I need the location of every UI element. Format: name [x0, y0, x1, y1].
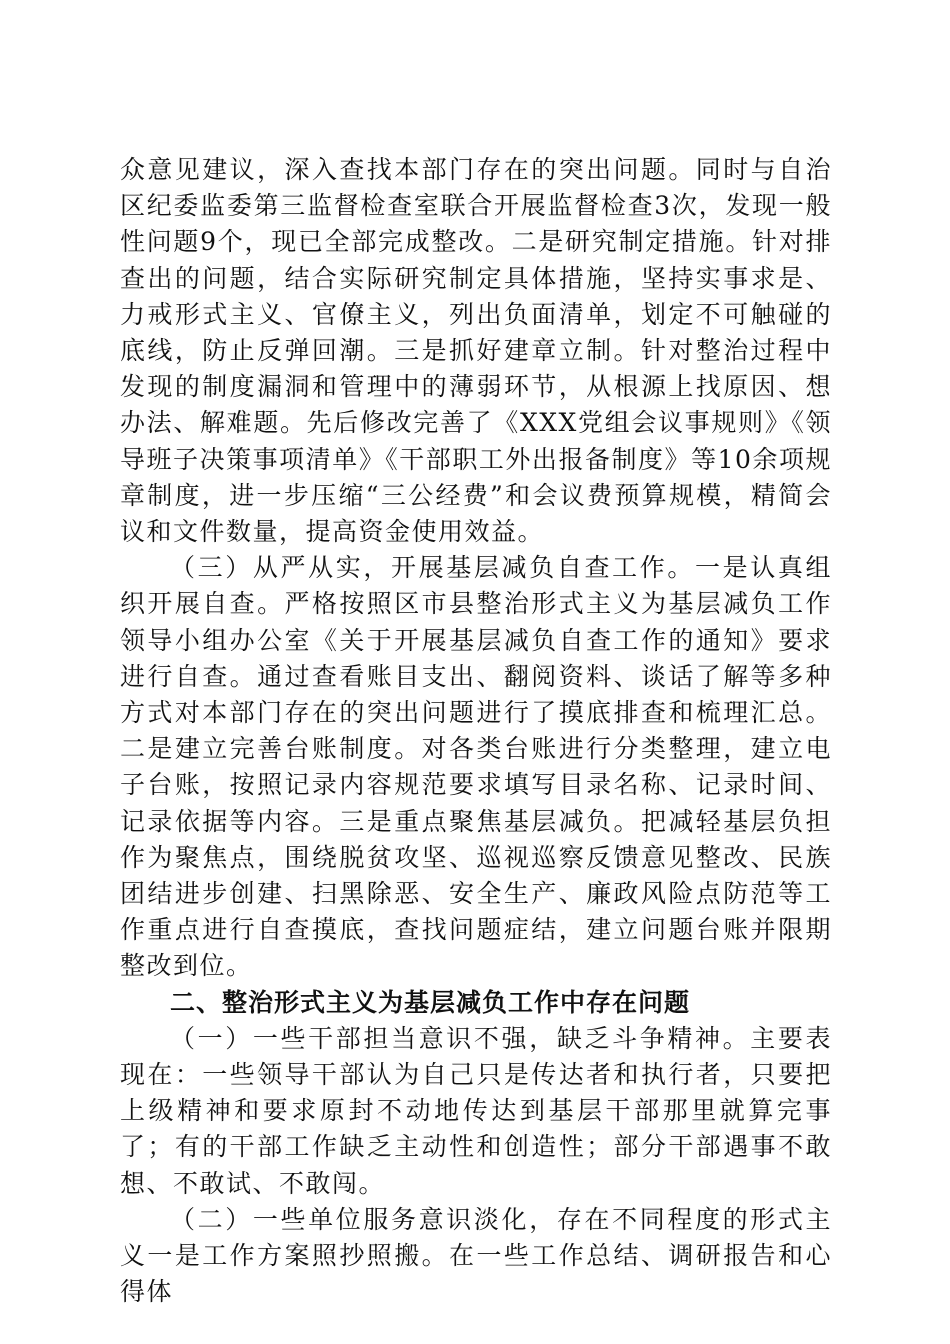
body-paragraph-problem-two: （二）一些单位服务意识淡化，存在不同程度的形式主义一是工作方案照抄照搬。在一些工作总结、调研报告和心得体	[120, 1204, 832, 1307]
section-heading-problems: 二、整治形式主义为基层减负工作中存在问题	[170, 987, 691, 1017]
body-paragraph-continuation: 众意见建议，深入查找本部门存在的突出问题。同时与自治区纪委监委第三监督检查室联合开展监督检查3次，发现一般性问题9个，现已全部完成整改。二是研究制定措施。针对排查出的问题，结合实际研究制定具体措施，坚持实事求是、力戒形式主义、官僚主义，列出负面清单，划定不可触碰的底线，防止反弹回潮。三是抓好建章立制。针对整治过程中发现的制度漏洞和管理中的薄弱环节，从根源上找原因、想办法、解难题。先后修改完善了《XXX党组会议事规则》《领导班子决策事项清单》《干部职工外出报备制度》等10余项规章制度，进一步压缩“三公经费”和会议费预算规模，精简会议和文件数量，提高资金使用效益。	[120, 155, 832, 547]
body-paragraph-problem-one: （一）一些干部担当意识不强，缺乏斗争精神。主要表现在：一些领导干部认为自己只是传达者和执行者，只要把上级精神和要求原封不动地传达到基层干部那里就算完事了；有的干部工作缺乏主动性和创造性；部分干部遇事不敢想、不敢试、不敢闯。	[120, 1023, 832, 1198]
body-paragraph-self-inspection: （三）从严从实，开展基层减负自查工作。一是认真组织开展自查。严格按照区市县整治形式主义为基层减负工作领导小组办公室《关于开展基层减负自查工作的通知》要求进行自查。通过查看账目支出、翻阅资料、谈话了解等多种方式对本部门存在的突出问题进行了摸底排查和梳理汇总。二是建立完善台账制度。对各类台账进行分类整理，建立电子台账，按照记录内容规范要求填写目录名称、记录时间、记录依据等内容。三是重点聚焦基层减负。把减轻基层负担作为聚焦点，围绕脱贫攻坚、巡视巡察反馈意见整改、民族团结进步创建、扫黑除恶、安全生产、廉政风险点防范等工作重点进行自查摸底，查找问题症结，建立问题台账并限期整改到位。	[120, 553, 832, 981]
document-page	[120, 152, 832, 1311]
